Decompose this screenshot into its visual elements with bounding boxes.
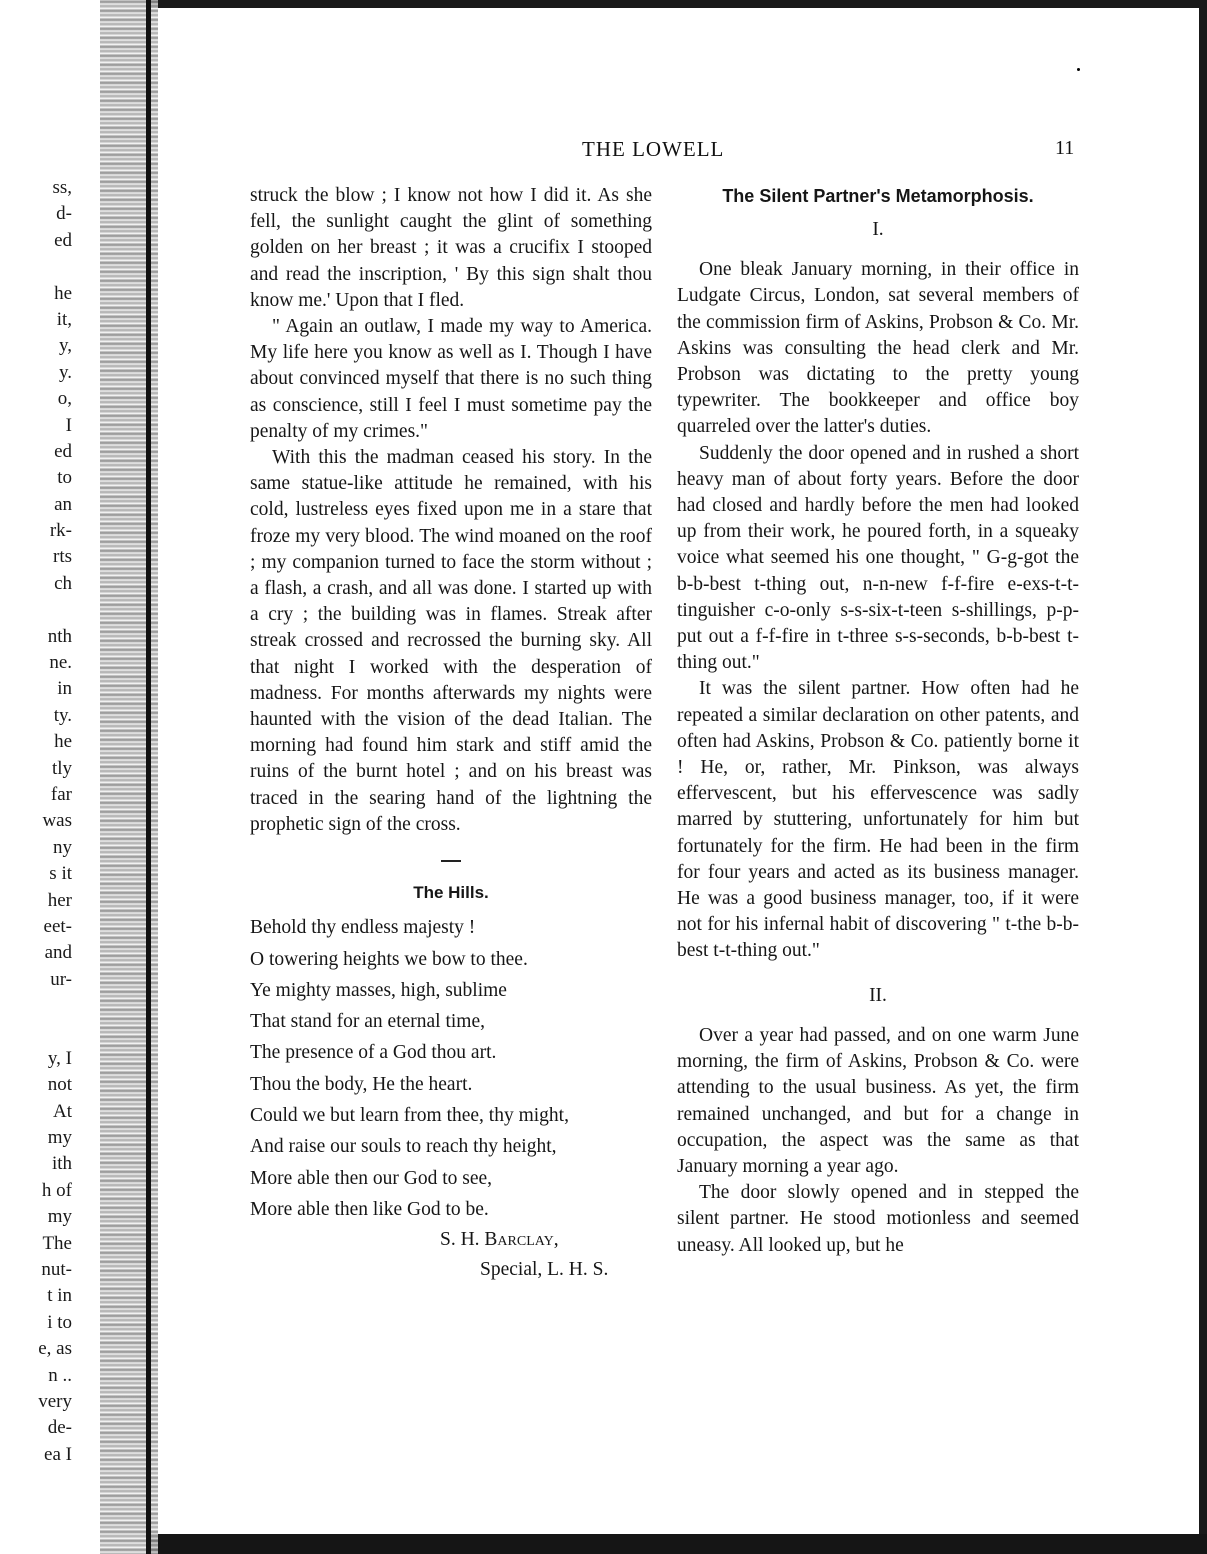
- left-paragraph: With this the madman ceased his story. In the same statue-like attitude he remained, with his cold, lustreless eyes fixed upon me in a stare that froze my very blood. The wind moaned on the roof ; my companion turned to face the storm without ; a flash, a crash, and all was done. I started up with a cry ; the building was in flames. Streak after streak crossed and recrossed the burning sky. All that night I worked with the desperation of madness. For months afterwards my nights were haunted with the vision of the dead Italian. The morning had found him stark and stiff amid the ruins of the burnt hotel ; and on his breast was traced in the searing hand of the lightning the prophetic sign of the cross.: [250, 447, 652, 835]
- left-paragraph: struck the blow ; I know not how I did it. As she fell, the sunlight caught the glint of something golden on her breast ; it was a crucifix I stooped and read the inscription, ' By this sign shalt thou know me.' Upon that I fled.: [250, 185, 652, 311]
- speck-mark: [1077, 68, 1080, 71]
- previous-page-fragment: The: [42, 1232, 72, 1254]
- previous-page-fragment: d-: [56, 203, 72, 225]
- previous-page-fragment: ss,: [52, 177, 72, 198]
- poem-line: More able then our God to see,: [250, 1167, 493, 1189]
- right-paragraph: The door slowly opened and in stepped the silent partner. He stood motionless and seemed uneasy. All looked up, but he: [677, 1182, 1079, 1256]
- previous-page-fragment: ne.: [49, 652, 72, 674]
- page-bottom-edge: [150, 1534, 1207, 1554]
- story-title: The Silent Partner's Metamorphosis.: [722, 186, 1034, 206]
- previous-page-fragment: nth: [47, 625, 72, 647]
- poem-line: Behold thy endless majesty !: [250, 917, 476, 939]
- previous-page-fragment: rts: [53, 546, 72, 568]
- poem-line: More able then like God to be.: [250, 1198, 489, 1220]
- previous-page-fragment: ur-: [50, 968, 72, 990]
- poem-line: The presence of a God thou art.: [250, 1042, 497, 1064]
- previous-page-fragment: an: [54, 493, 72, 515]
- previous-page-fragment: y, I: [47, 1047, 72, 1069]
- poem-line: That stand for an eternal time,: [250, 1011, 485, 1033]
- previous-page-fragment: At: [53, 1100, 72, 1122]
- section-number: II.: [869, 984, 887, 1006]
- previous-page-fragment: ith: [51, 1153, 72, 1175]
- poem-title: The Hills.: [413, 883, 489, 903]
- previous-page-fragment: he: [54, 282, 72, 304]
- previous-page-fragment: ch: [54, 572, 72, 594]
- right-paragraph: Over a year had passed, and on one warm June morning, the firm of Askins, Probson & Co. were attending to the usual business. As yet, the firm remained unchanged, and but for a change in occupation, the aspect was the same as that January morning a year ago.: [677, 1024, 1079, 1177]
- previous-page-fragment: my: [47, 1206, 72, 1228]
- previous-page-fragment: y,: [58, 335, 72, 357]
- page-number: 11: [1055, 137, 1075, 159]
- running-head: THE LOWELL: [582, 137, 725, 161]
- previous-page-fragment: ea I: [44, 1443, 72, 1465]
- right-column: [677, 183, 1079, 1259]
- previous-page-fragment: nut-: [41, 1259, 72, 1281]
- previous-page-fragment: h of: [41, 1179, 72, 1201]
- section-divider: [441, 860, 461, 862]
- previous-page-fragment: [0, 597, 72, 623]
- previous-page-fragment: it,: [56, 308, 72, 330]
- previous-page-fragment: [0, 254, 72, 280]
- previous-page-fragments: [0, 175, 72, 1475]
- previous-page-fragment: s it: [49, 863, 72, 885]
- previous-page-fragment: to: [57, 467, 72, 489]
- previous-page-fragment: in: [57, 678, 72, 700]
- previous-page-fragment: my: [47, 1127, 72, 1149]
- previous-page-fragment: far: [50, 783, 72, 805]
- previous-page-fragment: I: [65, 414, 72, 436]
- previous-page-fragment: de-: [47, 1417, 72, 1439]
- previous-page-fragment: eet-: [43, 915, 72, 937]
- previous-page-fragment: y.: [58, 361, 72, 383]
- previous-page-fragment: o,: [57, 388, 72, 410]
- previous-page-fragment: not: [47, 1074, 72, 1096]
- previous-page-fragment: ny: [53, 836, 72, 858]
- left-paragraph: " Again an outlaw, I made my way to America. My life here you know as well as I. Though I have about convinced myself that there is no such thing as conscience, still I feel I must sometime pay the penalty of my crimes.": [250, 316, 652, 442]
- previous-page-fragment: n ..: [48, 1364, 72, 1386]
- previous-page-fragment: very: [38, 1390, 72, 1412]
- poem-author: S. H. Barclay,: [440, 1229, 559, 1251]
- previous-page-fragment: and: [44, 942, 72, 964]
- right-paragraph: One bleak January morning, in their office in Ludgate Circus, London, sat several members of the commission firm of Askins, Probson & Co. Mr. Askins was consulting the head clerk and Mr. Probson was dictating to the pretty young typewriter. The bookkeeper and office boy quarreled over the latter's duties.: [677, 259, 1079, 438]
- page-right-edge: [1199, 0, 1207, 1554]
- right-paragraph: Suddenly the door opened and in rushed a short heavy man of about forty years. Before the door had closed and hardly before the men had looked up from their work, he poured forth, in a squeaky voice what seemed his one thought, " G-g-got the b-b-best t-thing out, n-n-new f-f-fire e-exs-t-t-tinguisher c-o-only s-s-six-t-teen s-shillings, p-p-put out a f-f-fire in t-three s-s-seconds, b-b-best t-thing out.": [677, 442, 1079, 674]
- poem-line: Ye mighty masses, high, sublime: [250, 979, 507, 1001]
- gutter-line: [146, 0, 151, 1554]
- previous-page-fragment: t in: [47, 1285, 72, 1307]
- previous-page-fragment: rk-: [49, 520, 72, 542]
- poem-line: Could we but learn from thee, thy might,: [250, 1105, 569, 1127]
- previous-page-fragment: ty.: [53, 704, 72, 726]
- previous-page-fragment: ed: [54, 440, 72, 462]
- previous-page-fragment: tly: [51, 757, 72, 779]
- poem-affiliation: Special, L. H. S.: [480, 1259, 609, 1281]
- right-paragraph: It was the silent partner. How often had he repeated a similar declaration on other patents, and often had Askins, Probson & Co. patiently borne it ! He, or, rather, Mr. Pinkson, was always effervescent, but his effervescence was sadly marred by stuttering, unfortunately for him but fortunately for the firm. He had been in the firm for four years and acted as its business manager. He was a good business manager, too, if it were not for his infernal habit of discovering " t-the b-b-best t-t-thing out.": [677, 678, 1079, 962]
- section-number: I.: [872, 219, 884, 240]
- previous-page-fragment: her: [47, 889, 72, 911]
- page-top-edge: [150, 0, 1207, 8]
- previous-page-fragment: [0, 993, 72, 1019]
- left-column: [250, 183, 652, 1285]
- previous-page-fragment: he: [54, 731, 72, 753]
- poem-line: And raise our souls to reach thy height,: [250, 1136, 557, 1158]
- previous-page-fragment: i to: [47, 1311, 72, 1333]
- previous-page-fragment: was: [42, 810, 72, 832]
- previous-page-fragment: [0, 1020, 72, 1046]
- previous-page-fragment: e, as: [38, 1338, 72, 1360]
- poem-line: Thou the body, He the heart.: [250, 1073, 473, 1095]
- poem-line: O towering heights we bow to thee.: [250, 948, 528, 970]
- previous-page-fragment: ed: [54, 229, 72, 251]
